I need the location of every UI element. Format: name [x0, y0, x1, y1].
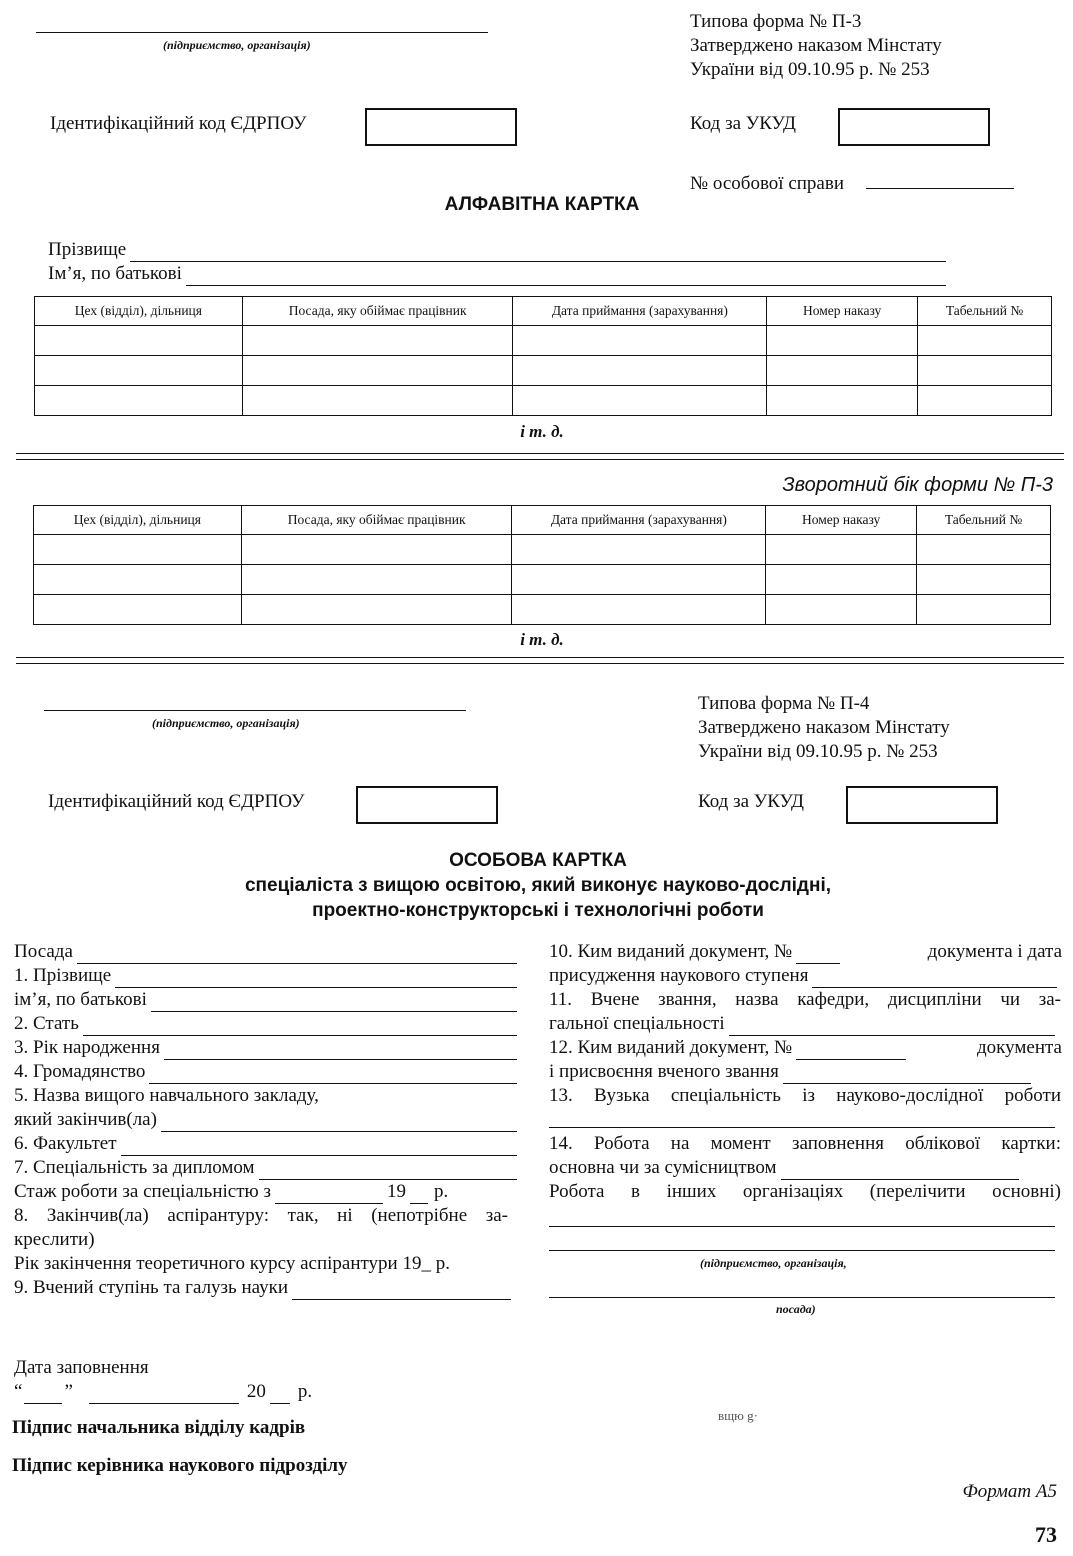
name-field[interactable]	[186, 269, 946, 286]
table-cell[interactable]	[766, 595, 917, 625]
date-month-field[interactable]	[89, 1387, 239, 1404]
edrpou-label: Ідентифікаційний код ЄДРПОУ	[50, 113, 307, 134]
hr-signature-label: Підпис начальника відділу кадрів	[12, 1417, 306, 1438]
table-cell[interactable]	[241, 535, 512, 565]
degree-row	[14, 1276, 511, 1300]
surname-label: Прізвище	[48, 239, 127, 260]
edrpou-box[interactable]	[356, 786, 498, 824]
table-cell[interactable]	[242, 356, 513, 386]
position-row	[14, 940, 517, 964]
postgrad-label-cont: креслити)	[14, 1229, 95, 1250]
col-hire-date: Дата приймання (зарахування)	[513, 297, 767, 326]
head-signature-label: Підпис керівника наукового підрозділу	[12, 1455, 348, 1476]
table-row	[34, 535, 1051, 565]
section-divider	[16, 453, 1064, 460]
experience-year-field[interactable]	[410, 1187, 428, 1204]
field-label: 9. Вчений ступінь та галузь науки	[14, 1277, 289, 1298]
table-row	[35, 326, 1052, 356]
f12-number-field[interactable]	[796, 1043, 906, 1060]
school-label: 5. Назва вищого навчального закладу,	[14, 1085, 319, 1106]
table-cell[interactable]	[918, 386, 1052, 416]
col-department: Цех (відділ), дільниця	[35, 297, 243, 326]
field-label: Посада	[14, 941, 73, 962]
surname-row	[14, 964, 517, 988]
f10-number-field[interactable]	[796, 947, 840, 964]
table-row	[35, 356, 1052, 386]
ukud-label: Код за УКУД	[690, 113, 797, 134]
field-label: документа і дата	[927, 941, 1062, 962]
form-number: Типова форма № П-3	[690, 11, 862, 32]
other-work-label: Робота в інших організаціях (перелічити основні)	[549, 1181, 1061, 1202]
field-label: документа	[977, 1037, 1062, 1058]
table-cell[interactable]	[918, 326, 1052, 356]
name-field[interactable]	[151, 995, 517, 1012]
table-row	[35, 386, 1052, 416]
table-cell[interactable]	[767, 326, 918, 356]
quote-open: “	[14, 1381, 23, 1402]
approval-line: Затверджено наказом Мінстату	[690, 35, 942, 56]
col-order-number: Номер наказу	[767, 297, 918, 326]
col-tab-number: Табельний №	[918, 297, 1052, 326]
col-department: Цех (відділ), дільниця	[34, 506, 242, 535]
position-field[interactable]	[77, 947, 517, 964]
section-divider	[16, 657, 1064, 664]
col-position: Посада, яку обіймає працівник	[242, 297, 513, 326]
col-hire-date: Дата приймання (зарахування)	[512, 506, 766, 535]
table-cell[interactable]	[241, 595, 512, 625]
field-label: 2. Стать	[14, 1013, 79, 1034]
field-label: 6. Факультет	[14, 1133, 117, 1154]
personal-card-subtitle: проектно-конструкторські і технологічні роботи	[312, 900, 764, 921]
col-position: Посада, яку обіймає працівник	[241, 506, 512, 535]
table-cell[interactable]	[242, 386, 513, 416]
f10-row	[549, 940, 1062, 964]
f11-row	[549, 1012, 1055, 1036]
table-cell[interactable]	[917, 535, 1051, 565]
table-cell[interactable]	[513, 386, 767, 416]
field-label: ім’я, по батькові	[14, 989, 147, 1010]
surname-field[interactable]	[130, 245, 946, 262]
table-cell[interactable]	[242, 326, 513, 356]
personal-file-label: № особової справи	[690, 173, 844, 194]
table-cell[interactable]	[513, 356, 767, 386]
date-suffix: р.	[297, 1381, 313, 1402]
field-label: 4. Громадянство	[14, 1061, 146, 1082]
table-cell[interactable]	[35, 386, 243, 416]
table-cell[interactable]	[34, 595, 242, 625]
name-row	[14, 988, 517, 1012]
table-cell[interactable]	[766, 535, 917, 565]
date-row	[14, 1380, 312, 1404]
date-label: Дата заповнення	[14, 1357, 149, 1378]
f14-field[interactable]	[781, 1163, 1019, 1180]
form-number: Типова форма № П-4	[698, 693, 870, 714]
table-header-row	[35, 297, 1052, 326]
birth-year-row	[14, 1036, 517, 1060]
other-work-line[interactable]	[549, 1226, 1055, 1227]
f13-label: 13. Вузька спеціальність із науково-дослідної роботи	[549, 1085, 1061, 1106]
experience-field[interactable]	[275, 1187, 383, 1204]
personal-file-line[interactable]	[866, 188, 1014, 189]
field-label: і присвоєння вченого звання	[549, 1061, 779, 1082]
school-field[interactable]	[161, 1115, 517, 1132]
faculty-field[interactable]	[121, 1139, 517, 1156]
personal-card-heading: ОСОБОВА КАРТКА	[449, 850, 627, 871]
table-cell[interactable]	[34, 565, 242, 595]
table-row	[34, 595, 1051, 625]
table-cell[interactable]	[34, 535, 242, 565]
specialty-field[interactable]	[259, 1163, 517, 1180]
format-label: Формат А5	[962, 1481, 1057, 1502]
col-order-number: Номер наказу	[766, 506, 917, 535]
table-cell[interactable]	[512, 535, 766, 565]
form-header	[698, 692, 950, 764]
approval-date: України від 09.10.95 р. № 253	[690, 59, 930, 80]
sex-field[interactable]	[83, 1019, 517, 1036]
org-caption: (підприємство, організація)	[163, 38, 311, 52]
form-header	[690, 10, 942, 82]
edrpou-label: Ідентифікаційний код ЄДРПОУ	[48, 791, 305, 812]
approval-date: України від 09.10.95 р. № 253	[698, 741, 938, 762]
page-number: 73	[1035, 1522, 1057, 1547]
f10-row-2	[549, 964, 1057, 988]
school-row	[14, 1108, 517, 1132]
post-caption: посада)	[776, 1302, 816, 1316]
date-year-prefix: 20	[246, 1381, 266, 1402]
table-cell[interactable]	[513, 326, 767, 356]
date-year-field[interactable]	[270, 1387, 290, 1404]
surname-row	[48, 238, 946, 262]
f14-label: 14. Робота на момент заповнення облікової картки:	[549, 1133, 1061, 1154]
field-label: Стаж роботи за спеціальністю з	[14, 1181, 271, 1202]
degree-field[interactable]	[292, 1283, 511, 1300]
citizenship-row	[14, 1060, 517, 1084]
table-cell[interactable]	[241, 565, 512, 595]
theory-end-label: Рік закінчення теоретичного курсу аспірантури 19_ р.	[14, 1253, 450, 1274]
year-suffix: р.	[433, 1181, 449, 1202]
table-header-row	[34, 506, 1051, 535]
ukud-box[interactable]	[838, 108, 990, 146]
table-cell[interactable]	[917, 595, 1051, 625]
back-side-title: Зворотний бік форми № П-3	[782, 474, 1053, 496]
org-caption: (підприємство, організація,	[700, 1256, 847, 1270]
personal-card-title	[0, 848, 1073, 923]
sex-row	[14, 1012, 517, 1036]
birth-year-field[interactable]	[164, 1043, 517, 1060]
faculty-row	[14, 1132, 517, 1156]
approval-line: Затверджено наказом Мінстату	[698, 717, 950, 738]
field-label: 3. Рік народження	[14, 1037, 160, 1058]
f13-field[interactable]	[549, 1127, 1055, 1128]
table-cell[interactable]	[512, 595, 766, 625]
table-row	[34, 565, 1051, 595]
stamp-mark: вщю g·	[718, 1408, 758, 1423]
table-cell[interactable]	[917, 565, 1051, 595]
col-tab-number: Табельний №	[917, 506, 1051, 535]
year-prefix: 19	[386, 1181, 406, 1202]
ukud-label: Код за УКУД	[698, 791, 805, 812]
table-cell[interactable]	[918, 356, 1052, 386]
field-label: гальної спеціальності	[549, 1013, 725, 1034]
table-cell[interactable]	[512, 565, 766, 595]
quote-close: ”	[64, 1381, 73, 1402]
ukud-box[interactable]	[846, 786, 998, 824]
org-caption: (підприємство, організація)	[152, 716, 300, 730]
table-cell[interactable]	[767, 356, 918, 386]
personal-card-subtitle: спеціаліста з вищою освітою, який виконує науково-дослідні,	[244, 875, 832, 896]
table-cell[interactable]	[766, 565, 917, 595]
field-label: присудження наукового ступеня	[549, 965, 809, 986]
f10-date-field[interactable]	[812, 971, 1057, 988]
surname-field[interactable]	[115, 971, 517, 988]
etc-note: і т. д.	[520, 630, 564, 649]
f12-field[interactable]	[783, 1067, 1031, 1084]
specialty-row	[14, 1156, 517, 1180]
field-label: 10. Ким виданий документ, №	[549, 941, 793, 962]
citizenship-field[interactable]	[149, 1067, 517, 1084]
field-label: 7. Спеціальність за дипломом	[14, 1157, 255, 1178]
name-label: Ім’я, по батькові	[48, 263, 182, 284]
table-cell[interactable]	[767, 386, 918, 416]
employment-table	[34, 296, 1052, 416]
alphabet-card-title: АЛФАВІТНА КАРТКА	[444, 194, 640, 215]
table-cell[interactable]	[35, 356, 243, 386]
table-cell[interactable]	[35, 326, 243, 356]
etc-note: і т. д.	[520, 422, 564, 441]
org-line	[36, 32, 488, 33]
field-label: 12. Ким виданий документ, №	[549, 1037, 793, 1058]
field-label: основна чи за сумісництвом	[549, 1157, 777, 1178]
experience-row	[14, 1180, 517, 1204]
org-line	[44, 710, 466, 711]
field-label: 1. Прізвище	[14, 965, 112, 986]
f14-row	[549, 1156, 1019, 1180]
date-day-field[interactable]	[24, 1387, 62, 1404]
other-work-line[interactable]	[549, 1250, 1055, 1251]
f12-row-2	[549, 1060, 1031, 1084]
back-employment-table	[33, 505, 1051, 625]
edrpou-box[interactable]	[365, 108, 517, 146]
other-work-line[interactable]	[549, 1297, 1055, 1298]
f11-field[interactable]	[729, 1019, 1055, 1036]
f11-label: 11. Вчене звання, назва кафедри, дисципліни чи за-	[549, 989, 1061, 1010]
f12-row	[549, 1036, 1062, 1060]
name-row	[48, 262, 946, 286]
postgrad-label: 8. Закінчив(ла) аспірантуру: так, ні (непотрібне за-	[14, 1205, 508, 1226]
field-label: який закінчив(ла)	[14, 1109, 157, 1130]
